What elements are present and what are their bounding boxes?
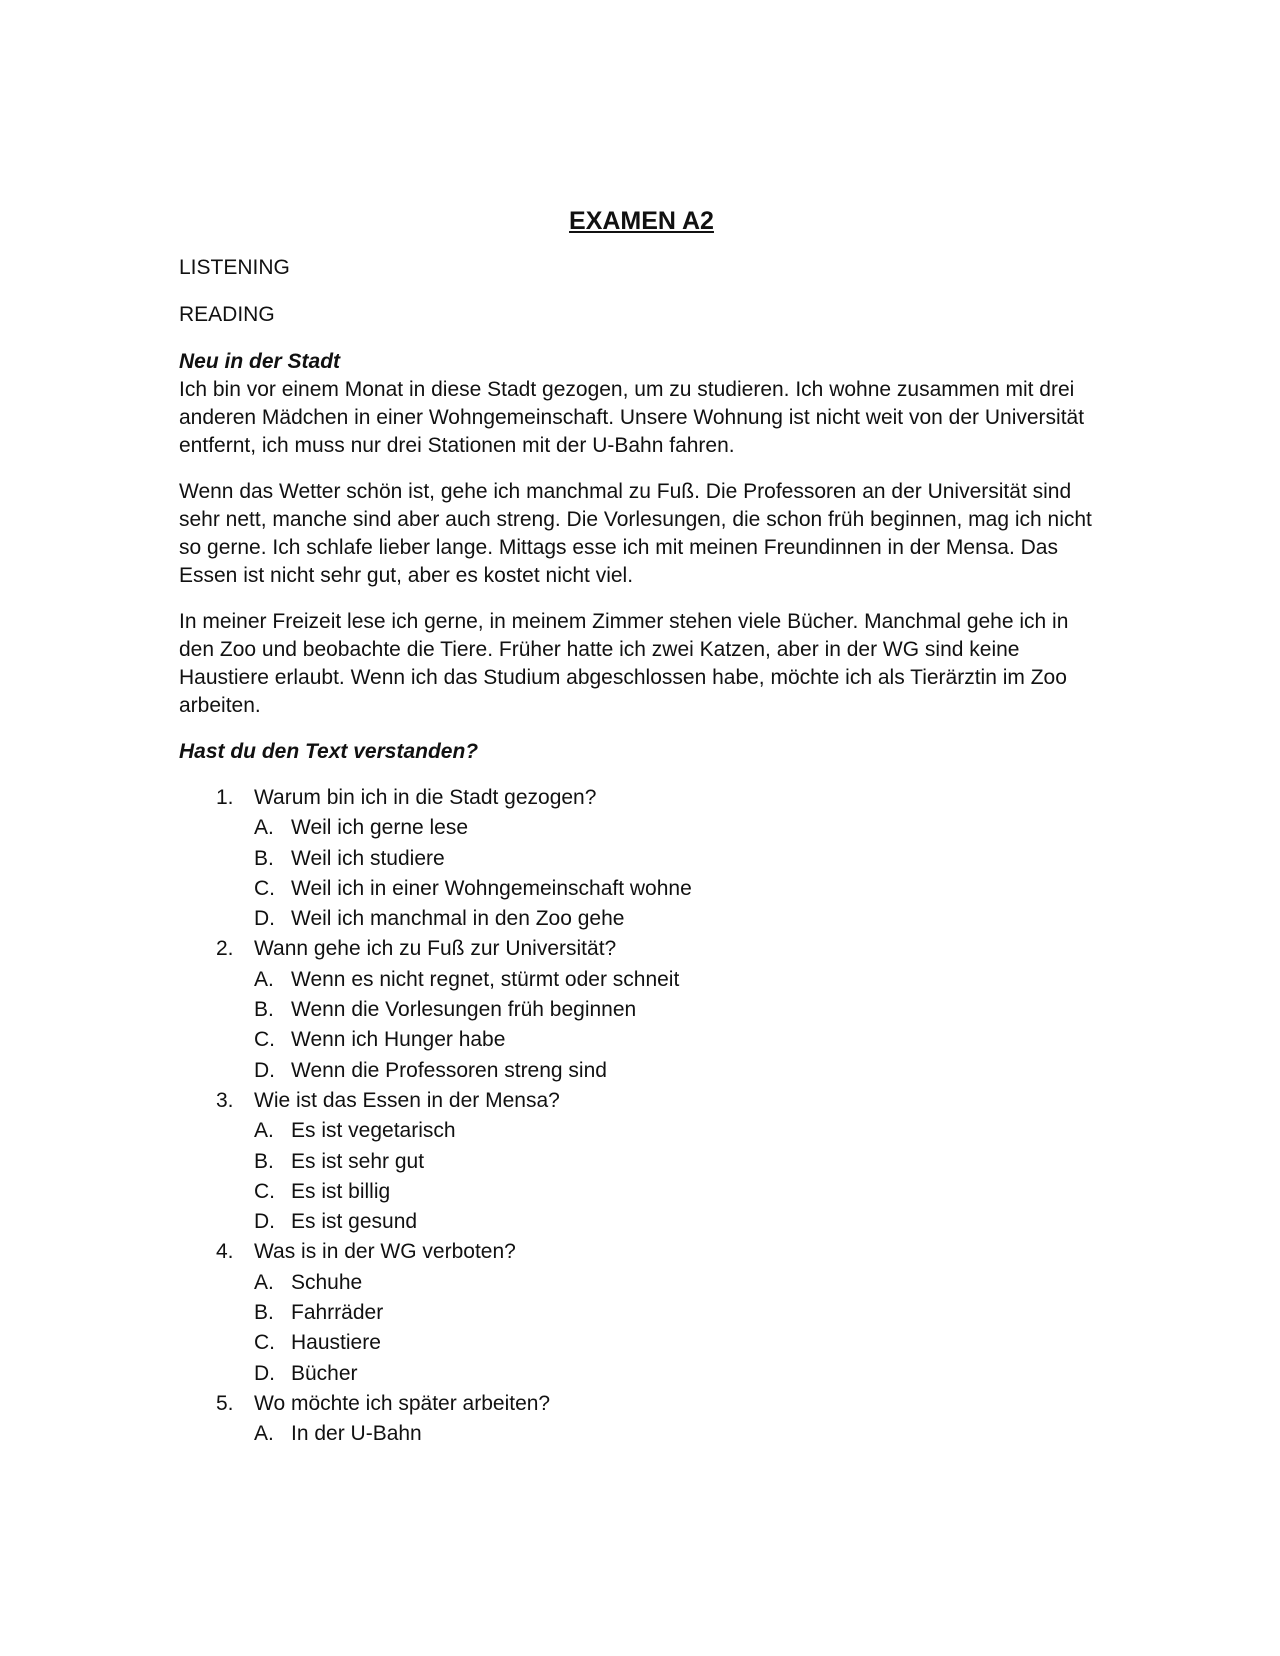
option-item	[254, 904, 1104, 934]
questions-heading: Hast du den Text verstanden?	[179, 740, 479, 763]
option-item	[254, 874, 1104, 904]
question-number: 5.	[216, 1391, 234, 1415]
document-body	[179, 205, 1104, 1450]
option-text: Bücher	[291, 1361, 358, 1385]
question-number: 3.	[216, 1088, 234, 1112]
option-item	[254, 1268, 1104, 1298]
option-letter: A.	[254, 967, 274, 991]
question-number: 4.	[216, 1240, 234, 1264]
option-letter: A.	[254, 1422, 274, 1446]
option-text: Es ist sehr gut	[291, 1149, 425, 1173]
question-item-1	[179, 783, 1104, 934]
option-text: In der U-Bahn	[291, 1422, 422, 1446]
option-item	[254, 1147, 1104, 1177]
option-item	[254, 1419, 1104, 1449]
question-list	[179, 783, 1104, 1450]
story-paragraph-1: Ich bin vor einem Monat in diese Stadt gezogen, um zu studieren. Ich wohne zusammen mit drei anderen Mädchen in einer Wohngemeinschaft. Unsere Wohnung ist nicht weit von der Universität entfernt, ich muss nur drei Stationen mit der U-Bahn fahren.	[179, 378, 1085, 457]
question-number: 1.	[216, 786, 234, 809]
option-text: Weil ich manchmal in den Zoo gehe	[291, 907, 625, 931]
option-text: Wenn ich Hunger habe	[291, 1028, 506, 1052]
option-letter: D.	[254, 1058, 275, 1082]
option-text: Weil ich in einer Wohngemeinschaft wohne	[291, 876, 692, 900]
option-letter: D.	[254, 1361, 275, 1385]
option-item	[254, 1328, 1104, 1358]
option-letter: B.	[254, 846, 274, 870]
question-number: 2.	[216, 937, 234, 961]
option-text: Fahrräder	[291, 1301, 384, 1325]
option-list	[254, 813, 1104, 934]
story-paragraph-2: Wenn das Wetter schön ist, gehe ich manchmal zu Fuß. Die Professoren an der Universität sind sehr nett, manche sind aber auch streng. Die Vorlesungen, die schon früh beginnen, mag ich nicht so gerne. Ich schlafe lieber lange. Mittags esse ich mit meinen Freundinnen in der Mensa. Das Essen ist nicht sehr gut, aber es kostet nicht viel.	[179, 480, 1092, 587]
option-item	[254, 1359, 1104, 1389]
section-label-listening: LISTENING	[179, 256, 290, 279]
question-text: Wo möchte ich später arbeiten?	[254, 1391, 551, 1415]
option-letter: C.	[254, 1028, 275, 1052]
question-text: Wann gehe ich zu Fuß zur Universität?	[254, 937, 617, 961]
question-text: Wie ist das Essen in der Mensa?	[254, 1088, 560, 1112]
option-letter: B.	[254, 1149, 274, 1173]
question-text: Warum bin ich in die Stadt gezogen?	[254, 786, 597, 809]
option-text: Wenn es nicht regnet, stürmt oder schneit	[291, 967, 680, 991]
option-letter: B.	[254, 1301, 274, 1325]
option-list	[254, 1116, 1104, 1237]
option-text: Es ist vegetarisch	[291, 1119, 456, 1143]
option-text: Es ist gesund	[291, 1210, 418, 1234]
question-text: Was is in der WG verboten?	[254, 1240, 516, 1264]
option-letter: A.	[254, 816, 274, 840]
option-text: Wenn die Professoren streng sind	[291, 1058, 607, 1082]
question-item-3	[179, 1086, 1104, 1237]
story-paragraph-3: In meiner Freizeit lese ich gerne, in meinem Zimmer stehen viele Bücher. Manchmal gehe ich in den Zoo und beobachte die Tiere. Früher hatte ich zwei Katzen, aber in der WG sind keine Haustiere erlaubt. Wenn ich das Studium abgeschlossen habe, möchte ich als Tierärztin im Zoo arbeiten.	[179, 610, 1069, 717]
option-list	[254, 1268, 1104, 1389]
option-text: Haustiere	[291, 1331, 381, 1355]
option-letter: D.	[254, 1210, 275, 1234]
document-title: EXAMEN A2	[569, 207, 714, 235]
question-item-5	[179, 1389, 1104, 1450]
option-text: Es ist billig	[291, 1179, 391, 1203]
section-label-reading: READING	[179, 303, 275, 326]
option-letter: A.	[254, 1270, 274, 1294]
option-letter: C.	[254, 1179, 275, 1203]
option-item	[254, 1116, 1104, 1146]
option-text: Wenn die Vorlesungen früh beginnen	[291, 998, 637, 1022]
option-list	[254, 965, 1104, 1086]
option-letter: B.	[254, 998, 274, 1022]
question-item-4	[179, 1237, 1104, 1388]
option-item	[254, 995, 1104, 1025]
option-letter: C.	[254, 1331, 275, 1355]
option-item	[254, 1298, 1104, 1328]
question-item-2	[179, 934, 1104, 1085]
option-item	[254, 965, 1104, 995]
option-item	[254, 1025, 1104, 1055]
option-letter: A.	[254, 1119, 274, 1143]
option-list	[254, 1419, 1104, 1449]
option-item	[254, 1207, 1104, 1237]
option-item	[254, 844, 1104, 874]
option-letter: C.	[254, 876, 275, 900]
option-text: Schuhe	[291, 1270, 363, 1294]
story-title: Neu in der Stadt	[179, 350, 341, 373]
option-text: Weil ich studiere	[291, 846, 445, 870]
option-item	[254, 813, 1104, 843]
option-item	[254, 1177, 1104, 1207]
option-item	[254, 1056, 1104, 1086]
option-letter: D.	[254, 907, 275, 931]
option-text: Weil ich gerne lese	[291, 816, 469, 840]
